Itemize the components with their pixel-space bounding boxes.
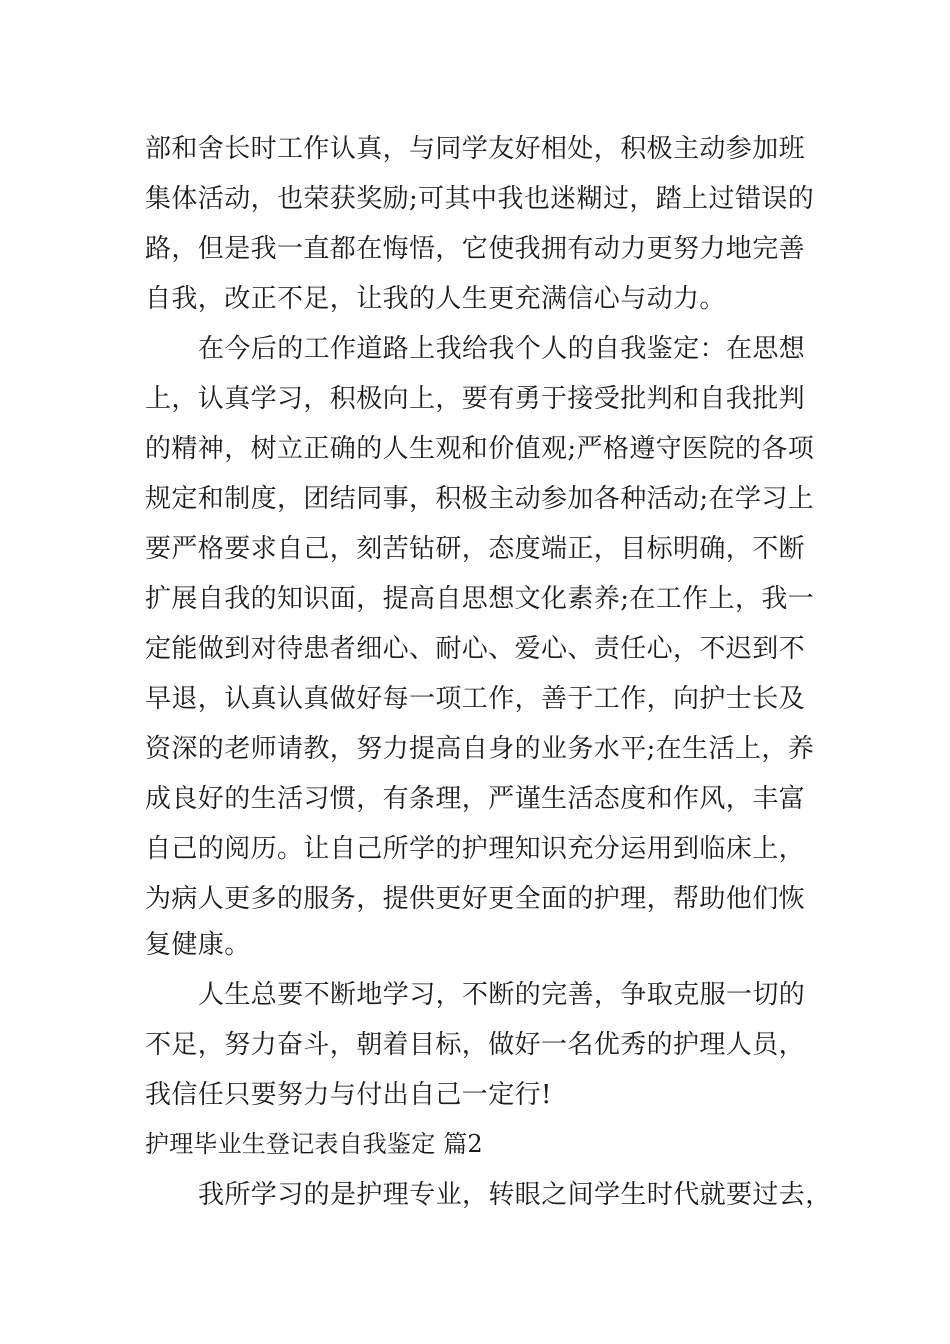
- paragraph-line: 我信任只要努力与付出自己一定行!: [145, 1080, 552, 1110]
- paragraph-line: 为病人更多的服务，提供更好更全面的护理，帮助他们恢: [145, 884, 806, 914]
- paragraph-line: 规定和制度，团结同事，积极主动参加各种活动;在学习上: [145, 484, 815, 514]
- paragraph-line: 自己的阅历。让自己所学的护理知识充分运用到临床上，: [145, 834, 806, 864]
- paragraph-line: 自我，改正不足，让我的人生更充满信心与动力。: [145, 284, 726, 314]
- paragraph-line: 在今后的工作道路上我给我个人的自我鉴定：在思想: [198, 334, 806, 364]
- paragraph-line: 定能做到对待患者细心、耐心、爱心、责任心，不迟到不: [145, 634, 806, 664]
- paragraph-line: 资深的老师请教，努力提高自身的业务水平;在生活上，养: [145, 734, 815, 764]
- paragraph-line: 不足，努力奋斗，朝着目标，做好一名优秀的护理人员，: [145, 1030, 806, 1060]
- paragraph-line: 的精神，树立正确的人生观和价值观;严格遵守医院的各项: [145, 434, 815, 464]
- paragraph-line: 复健康。: [145, 930, 251, 960]
- paragraph-line: 扩展自我的知识面，提高自思想文化素养;在工作上，我一: [145, 584, 815, 614]
- paragraph-line: 我所学习的是护理专业，转眼之间学生时代就要过去，: [198, 1180, 832, 1210]
- paragraph-line: 早退，认真认真做好每一项工作，善于工作，向护士长及: [145, 684, 806, 714]
- paragraph-line: 上，认真学习，积极向上，要有勇于接受批判和自我批判: [145, 384, 806, 414]
- paragraph-line: 路，但是我一直都在悔悟，它使我拥有动力更努力地完善: [145, 234, 806, 264]
- paragraph-line: 集体活动，也荣获奖励;可其中我也迷糊过，踏上过错误的: [145, 184, 815, 214]
- paragraph-line: 部和舍长时工作认真，与同学友好相处，积极主动参加班: [145, 134, 806, 164]
- paragraph-line: 成良好的生活习惯，有条理，严谨生活态度和作风，丰富: [145, 784, 806, 814]
- paragraph-line: 要严格要求自己，刻苦钻研，态度端正，目标明确，不断: [145, 534, 806, 564]
- section-heading: 护理毕业生登记表自我鉴定 篇2: [145, 1130, 483, 1158]
- paragraph-line: 人生总要不断地学习，不断的完善，争取克服一切的: [198, 980, 806, 1010]
